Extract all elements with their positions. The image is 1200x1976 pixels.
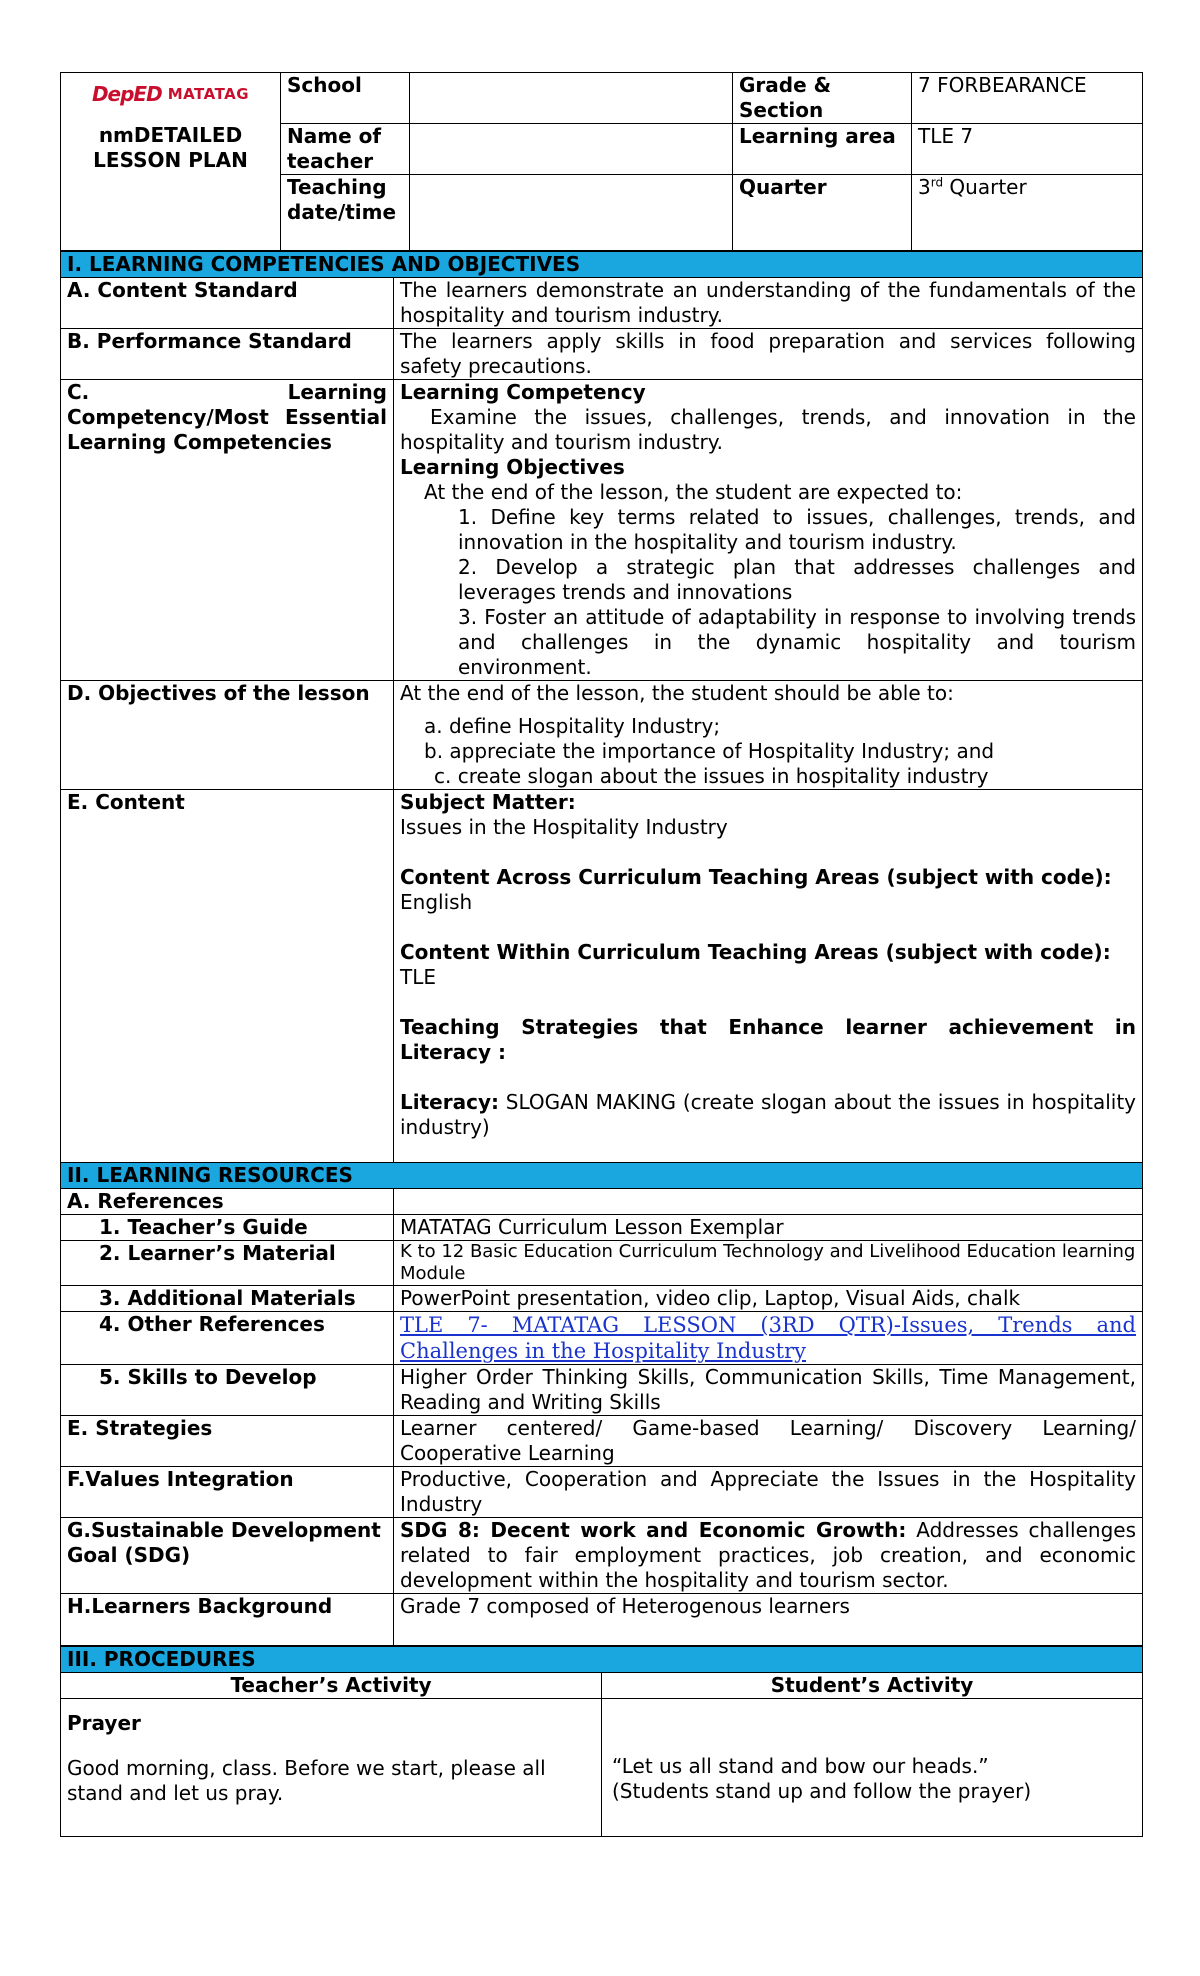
teacher-prayer-text: Good morning, class. Before we start, please all stand and let us pray. xyxy=(67,1756,546,1805)
quarter-suffix: rd xyxy=(930,175,944,190)
procedures-table xyxy=(60,1646,1143,1837)
date-value xyxy=(410,175,733,251)
strategies-label: E. Strategies xyxy=(61,1416,394,1467)
content-standard-label: A. Content Standard xyxy=(61,278,394,329)
lesson-objectives-label xyxy=(61,681,394,790)
objective-item: 3. Foster an attitude of adaptability in response to involving trends and challenges in the dynamic hospitality and tourism environment. xyxy=(458,605,1136,679)
student-prayer-line2: (Students stand up and follow the prayer) xyxy=(612,1779,1032,1803)
objectives-intro: At the end of the lesson, the student are expected to: xyxy=(424,480,963,504)
performance-standard-text: The learners apply skills in food preparation and services following safety precautions. xyxy=(394,329,1143,380)
school-value xyxy=(410,73,733,124)
section-3-title: III. PROCEDURES xyxy=(61,1647,1143,1673)
content-standard-text: The learners demonstrate an understanding of the fundamentals of the hospitality and tourism industry. xyxy=(394,278,1143,329)
teacher-value xyxy=(410,124,733,175)
skills-value: Higher Order Thinking Skills, Communication Skills, Time Management, Reading and Writing Skills xyxy=(394,1365,1143,1416)
sdg-bold: SDG 8: Decent work and Economic Growth: xyxy=(400,1518,907,1542)
teacher-label: Name of teacher xyxy=(281,124,410,175)
student-activity-cell xyxy=(602,1699,1143,1837)
competency-label: C. Learning Competency/Most Essential Learning Competencies xyxy=(61,380,394,681)
deped-logo: DepED xyxy=(91,81,162,106)
objective-item: 1. Define key terms related to issues, challenges, trends, and innovation in the hospitality and tourism industry. xyxy=(458,505,1136,554)
section-1-title: I. LEARNING COMPETENCIES AND OBJECTIVES xyxy=(61,252,1143,278)
prayer-heading: Prayer xyxy=(67,1711,141,1735)
date-label: Teaching date/time xyxy=(281,175,410,251)
student-activity-header: Student’s Activity xyxy=(602,1673,1143,1699)
lesson-objective-item: a. define Hospitality Industry; xyxy=(424,714,721,738)
competency-heading: Learning Competency xyxy=(400,380,646,404)
learners-material-label: 2. Learner’s Material xyxy=(61,1241,394,1286)
performance-standard-label: B. Performance Standard xyxy=(61,329,394,380)
grade-value: 7 FORBEARANCE xyxy=(912,73,1143,124)
area-value: TLE 7 xyxy=(912,124,1143,175)
content-cell xyxy=(394,790,1143,1163)
lesson-objectives-cell xyxy=(394,681,1143,790)
literacy-value: SLOGAN MAKING (create slogan about the issues in hospitality industry) xyxy=(400,1090,1136,1139)
lesson-objectives-label-text: D. Objectives of the lesson xyxy=(67,681,370,705)
values-label: F.Values Integration xyxy=(61,1467,394,1518)
literacy-line xyxy=(400,1090,1136,1140)
quarter-word: Quarter xyxy=(943,175,1027,199)
values-value: Productive, Cooperation and Appreciate the Issues in the Hospitality Industry xyxy=(394,1467,1143,1518)
objectives-heading: Learning Objectives xyxy=(400,455,625,479)
document-title: nmDETAILED LESSON PLAN xyxy=(93,123,248,172)
background-label: H.Learners Background xyxy=(61,1594,394,1646)
teachers-guide-label: 1. Teacher’s Guide xyxy=(61,1215,394,1241)
additional-materials-label: 3. Additional Materials xyxy=(61,1286,394,1312)
within-curriculum-heading: Content Within Curriculum Teaching Areas (subject with code): xyxy=(400,940,1111,964)
area-label: Learning area xyxy=(733,124,912,175)
logo-title-cell xyxy=(61,73,281,251)
school-label: School xyxy=(281,73,410,124)
additional-materials-value: PowerPoint presentation, video clip, Laptop, Visual Aids, chalk xyxy=(394,1286,1143,1312)
within-curriculum-value: TLE xyxy=(400,965,436,989)
body-table xyxy=(60,251,1143,1646)
teacher-activity-header: Teacher’s Activity xyxy=(61,1673,602,1699)
quarter-value xyxy=(912,175,1143,251)
sdg-value xyxy=(394,1518,1143,1594)
other-references-value xyxy=(394,1312,1143,1365)
matatag-logo: MATATAG xyxy=(167,84,250,103)
section-2-title: II. LEARNING RESOURCES xyxy=(61,1163,1143,1189)
lesson-objective-item: c. create slogan about the issues in hospitality industry xyxy=(434,764,989,788)
grade-label: Grade & Section xyxy=(733,73,912,124)
teacher-activity-cell xyxy=(61,1699,602,1837)
quarter-label: Quarter xyxy=(733,175,912,251)
literacy-label: Literacy: xyxy=(400,1090,499,1114)
teachers-guide-value: MATATAG Curriculum Lesson Exemplar xyxy=(394,1215,1143,1241)
sdg-label: G.Sustainable Development Goal (SDG) xyxy=(61,1518,394,1594)
other-references-link[interactable]: TLE 7- MATATAG LESSON (3RD QTR)-Issues, Trends and Challenges in the Hospitality Industry xyxy=(400,1313,1136,1363)
teaching-strategies-heading: Teaching Strategies that Enhance learner achievement in Literacy : xyxy=(400,1015,1136,1064)
lesson-objectives-intro: At the end of the lesson, the student should be able to: xyxy=(400,681,954,705)
other-references-label: 4. Other References xyxy=(61,1312,394,1365)
lesson-objectives-label-line xyxy=(67,681,387,706)
logos xyxy=(67,79,274,109)
across-curriculum-heading: Content Across Curriculum Teaching Areas (subject with code): xyxy=(400,865,1112,889)
content-label: E. Content xyxy=(61,790,394,1163)
header-table xyxy=(60,72,1143,251)
student-prayer-line1: “Let us all stand and bow our heads.” xyxy=(612,1754,989,1778)
quarter-number: 3 xyxy=(918,175,931,199)
lesson-objective-item: b. appreciate the importance of Hospitality Industry; and xyxy=(424,739,995,763)
subject-matter-heading: Subject Matter: xyxy=(400,790,576,814)
strategies-value: Learner centered/ Game-based Learning/ Discovery Learning/ Cooperative Learning xyxy=(394,1416,1143,1467)
background-value: Grade 7 composed of Heterogenous learners xyxy=(394,1594,1143,1646)
skills-label: 5. Skills to Develop xyxy=(61,1365,394,1416)
lesson-plan-page xyxy=(60,72,1142,1837)
references-label: A. References xyxy=(61,1189,394,1215)
subject-matter-text: Issues in the Hospitality Industry xyxy=(400,815,728,839)
competency-text: Examine the issues, challenges, trends, and innovation in the hospitality and tourism industry. xyxy=(400,405,1136,454)
across-curriculum-value: English xyxy=(400,890,473,914)
references-value xyxy=(394,1189,1143,1215)
sdg-text: Addresses challenges related to fair employment practices, job creation, and economic development within the hospitality and tourism sector. xyxy=(400,1518,1137,1592)
objective-item: 2. Develop a strategic plan that addresses challenges and leverages trends and innovations xyxy=(458,555,1136,604)
competency-cell xyxy=(394,380,1143,681)
learners-material-value: K to 12 Basic Education Curriculum Technology and Livelihood Education learning Module xyxy=(394,1241,1143,1286)
